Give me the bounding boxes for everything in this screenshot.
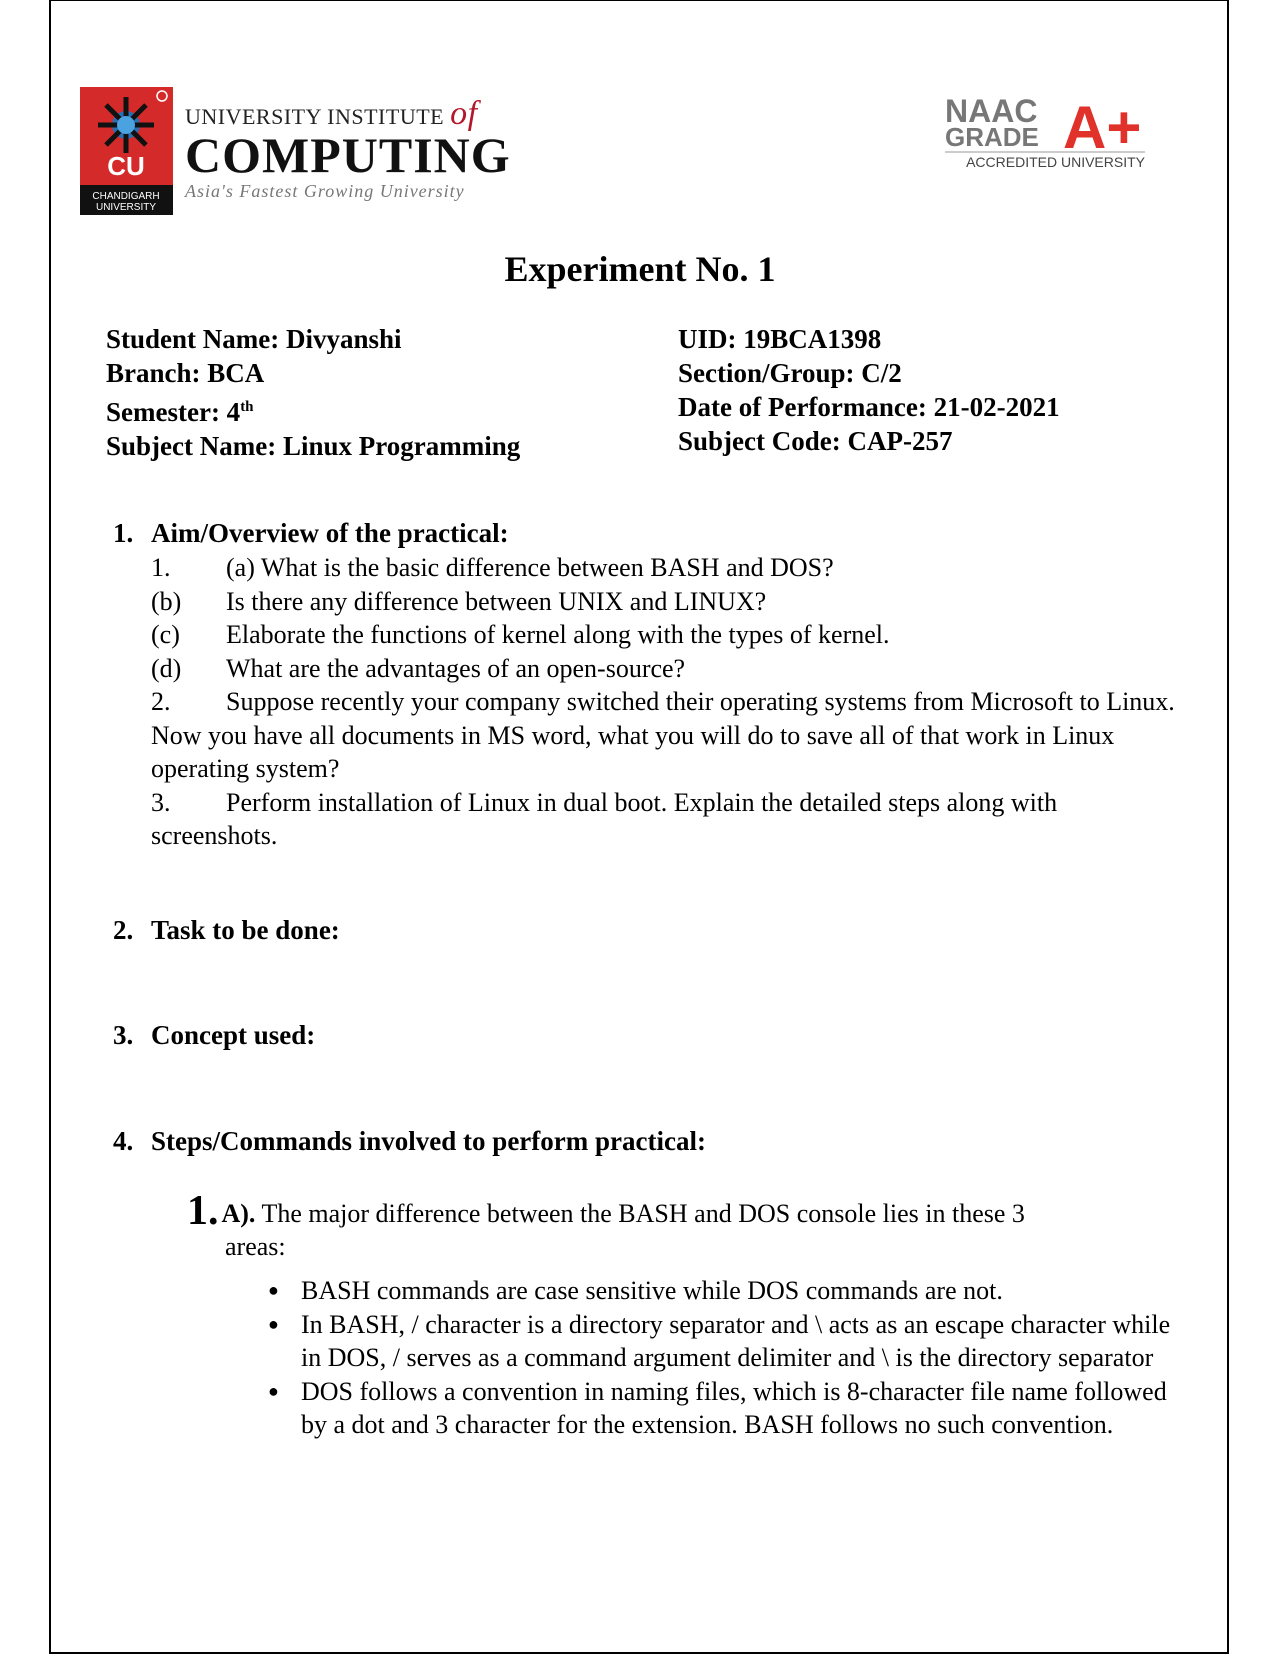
institute-line1: UNIVERSITY INSTITUTE: [185, 104, 445, 129]
institute-of: of: [450, 95, 478, 132]
list-item: ● In BASH, / character is a directory separator and \ acts as an escape character while in DOS, / serves as a command argument delimiter and \ is the directory separator: [268, 1308, 1193, 1375]
section-1-heading: 1. Aim/Overview of the practical:: [113, 518, 509, 548]
experiment-title: Experiment No. 1: [504, 249, 776, 289]
section-2-heading: 2. Task to be done:: [113, 915, 340, 945]
naac-grade: A+: [1063, 94, 1142, 161]
subject-name: Subject Name: Linux Programming: [106, 431, 521, 461]
section-4-heading: 4. Steps/Commands involved to perform practical:: [113, 1126, 706, 1156]
question-1d: (d) What are the advantages of an open-source?: [151, 653, 686, 683]
section-3-heading: 3. Concept used:: [113, 1020, 316, 1050]
student-name: Student Name: Divyanshi: [106, 324, 402, 354]
student-uid: UID: 19BCA1398: [678, 324, 882, 354]
naac-grade-logo: [945, 92, 1150, 172]
naac-line1: NAAC: [945, 93, 1038, 129]
answer-intro: 1. A). The major difference between the BASH and DOS console lies in these 3: [187, 1188, 1025, 1234]
performance-date: Date of Performance: 21-02-2021: [678, 392, 1060, 422]
question-3: 3. Perform installation of Linux in dual boot. Explain the detailed steps along with screenshots.: [151, 787, 1058, 850]
answer-intro-cont: areas:: [225, 1232, 286, 1261]
answer-bullets: [268, 1274, 1193, 1442]
naac-line2: GRADE: [945, 122, 1039, 152]
student-info-right: [678, 322, 1060, 458]
answer-sub-label: A).: [221, 1199, 256, 1228]
student-section: Section/Group: C/2: [678, 358, 902, 388]
semester-sup: th: [240, 399, 254, 415]
naac-line3: ACCREDITED UNIVERSITY: [966, 154, 1145, 170]
aim-questions: [151, 551, 1186, 853]
student-semester: Semester: 4th: [106, 397, 254, 427]
student-info-left: [106, 322, 520, 463]
list-item: ● DOS follows a convention in naming files, which is 8-character file name followed by a dot and 3 character for the extension. BASH follows no such convention.: [268, 1375, 1193, 1442]
institute-line2: COMPUTING: [185, 127, 511, 183]
cu-caption-line2: UNIVERSITY: [95, 202, 157, 213]
student-branch: Branch: BCA: [106, 358, 265, 388]
question-1b: (b) Is there any difference between UNIX and LINUX?: [151, 586, 767, 616]
chandigarh-university-logo: [80, 87, 173, 215]
institute-name: [185, 95, 511, 202]
question-1a: 1. (a) What is the basic difference between BASH and DOS?: [151, 553, 834, 582]
subject-code: Subject Code: CAP-257: [678, 426, 953, 456]
cu-badge: CU: [107, 151, 145, 181]
question-2: 2. Suppose recently your company switched their operating systems from Microsoft to Linux. Now you have all documents in MS word, what you will do to save all of that work in Linux operating system?: [151, 687, 1175, 783]
answer-number: 1.: [187, 1188, 219, 1234]
answer-1a: [187, 1188, 1187, 1263]
institute-tagline: Asia's Fastest Growing University: [185, 181, 465, 201]
list-item: ● BASH commands are case sensitive while DOS commands are not.: [268, 1274, 1193, 1308]
cu-caption-line1: CHANDIGARH: [92, 191, 160, 202]
question-1c: (c) Elaborate the functions of kernel along with the types of kernel.: [151, 620, 890, 649]
